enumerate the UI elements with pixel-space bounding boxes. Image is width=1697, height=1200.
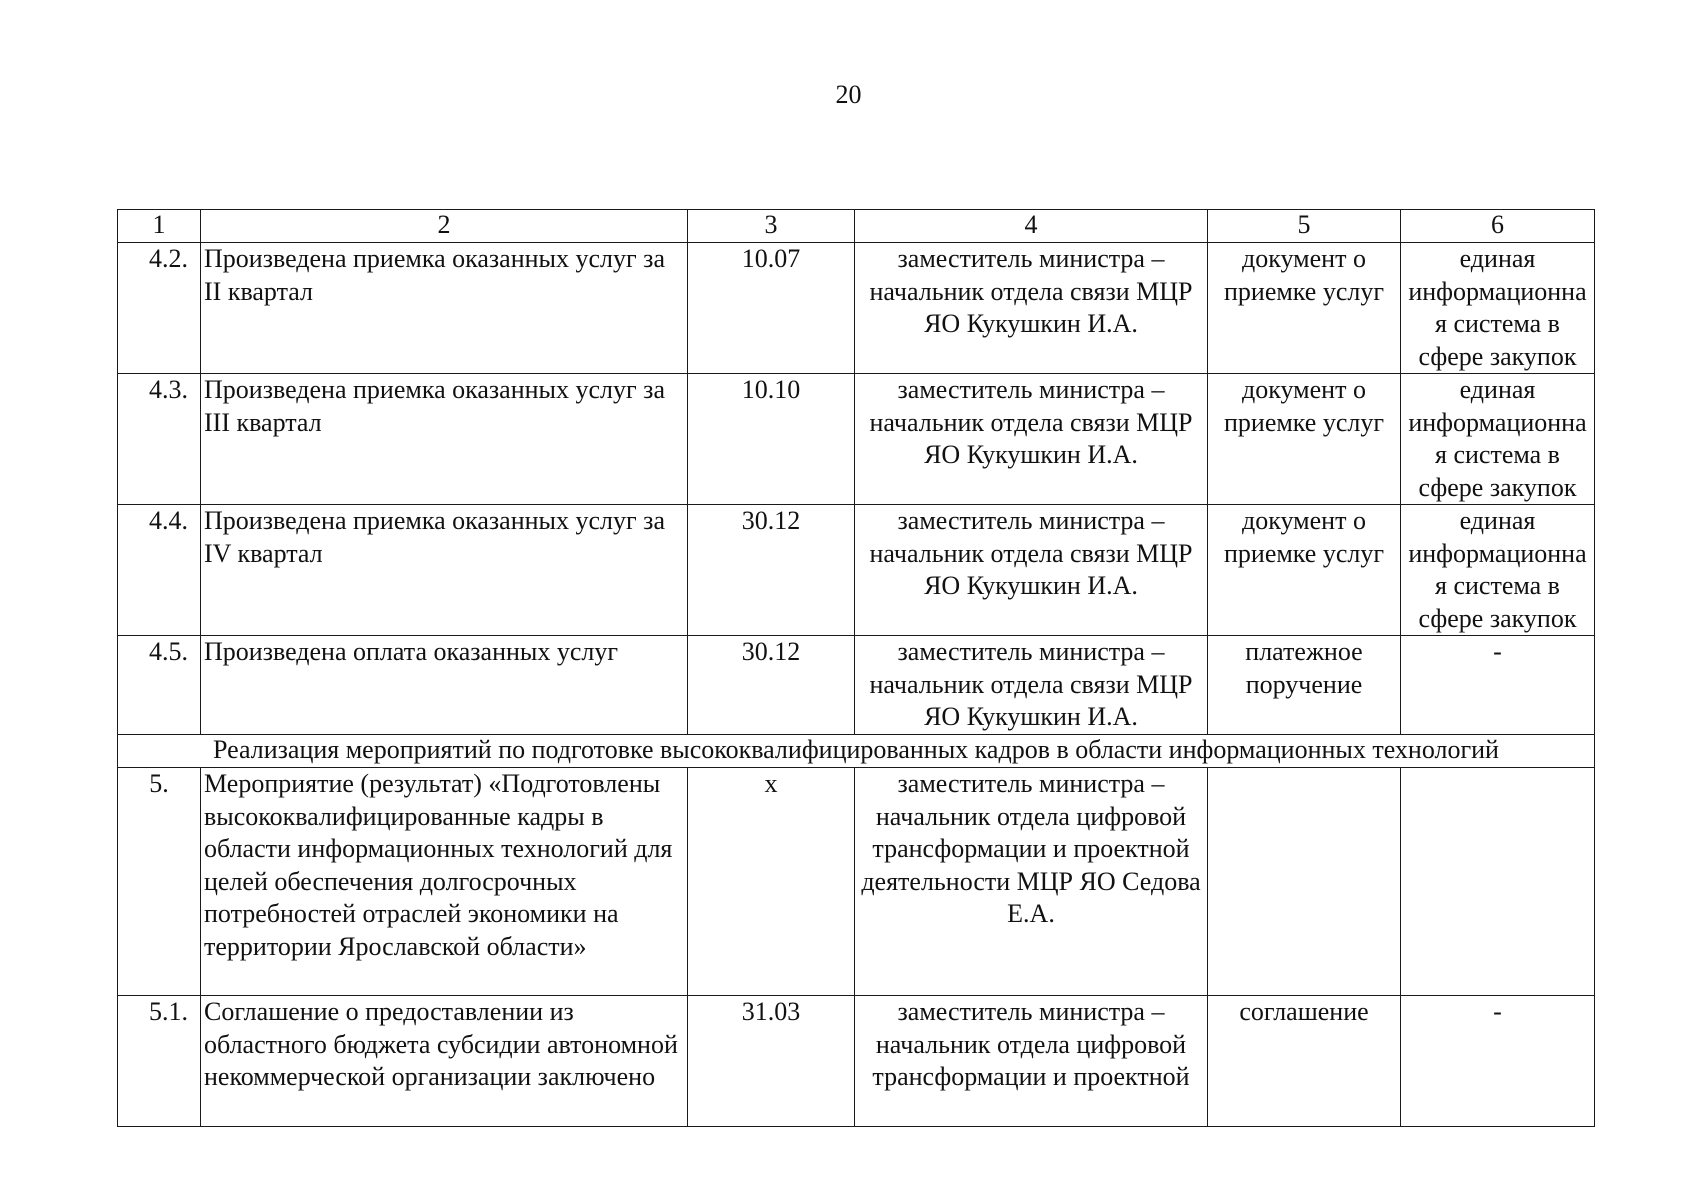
row-date: х	[688, 768, 855, 996]
row-name: Произведена приемка оказанных услуг за IV квартал	[201, 505, 688, 636]
row-responsible: заместитель министра – начальник отдела связи МЦР ЯО Кукушкин И.А.	[855, 243, 1208, 374]
row-date: 10.10	[688, 374, 855, 505]
row-system: единая информационная система в сфере закупок	[1401, 374, 1595, 505]
row-system: единая информационная система в сфере закупок	[1401, 505, 1595, 636]
table-row	[118, 374, 1595, 505]
row-document: документ о приемке услуг	[1208, 505, 1401, 636]
column-header: 6	[1401, 210, 1595, 243]
column-header: 2	[201, 210, 688, 243]
row-document	[1208, 768, 1401, 996]
row-name: Произведена оплата оказанных услуг	[201, 636, 688, 735]
row-system	[1401, 768, 1595, 996]
row-number: 5.1.	[118, 996, 201, 1127]
table-row	[118, 505, 1595, 636]
row-date: 10.07	[688, 243, 855, 374]
row-number: 4.2.	[118, 243, 201, 374]
row-system: единая информационная система в сфере закупок	[1401, 243, 1595, 374]
row-system: -	[1401, 636, 1595, 735]
row-responsible: заместитель министра – начальник отдела связи МЦР ЯО Кукушкин И.А.	[855, 374, 1208, 505]
row-date: 30.12	[688, 636, 855, 735]
row-responsible: заместитель министра – начальник отдела связи МЦР ЯО Кукушкин И.А.	[855, 505, 1208, 636]
row-date: 31.03	[688, 996, 855, 1127]
row-name: Мероприятие (результат) «Подготовлены высококвалифицированные кадры в области информационных технологий для целей обеспечения долгосрочных потребностей отраслей экономики на территории Ярославской области»	[201, 768, 688, 996]
row-number: 4.5.	[118, 636, 201, 735]
row-system: -	[1401, 996, 1595, 1127]
section-heading-row	[118, 735, 1595, 768]
row-responsible: заместитель министра – начальник отдела цифровой трансформации и проектной	[855, 996, 1208, 1127]
row-number: 4.4.	[118, 505, 201, 636]
column-header: 4	[855, 210, 1208, 243]
row-document: соглашение	[1208, 996, 1401, 1127]
row-name: Произведена приемка оказанных услуг за II квартал	[201, 243, 688, 374]
row-name: Соглашение о предоставлении из областного бюджета субсидии автономной некоммерческой организации заключено	[201, 996, 688, 1127]
column-header: 1	[118, 210, 201, 243]
row-responsible: заместитель министра – начальник отдела цифровой трансформации и проектной деятельности МЦР ЯО Седова Е.А.	[855, 768, 1208, 996]
table-row	[118, 996, 1595, 1127]
table-row	[118, 243, 1595, 374]
row-number: 5.	[118, 768, 201, 996]
row-name: Произведена приемка оказанных услуг за III квартал	[201, 374, 688, 505]
table-row	[118, 768, 1595, 996]
row-document: документ о приемке услуг	[1208, 374, 1401, 505]
row-responsible: заместитель министра – начальник отдела связи МЦР ЯО Кукушкин И.А.	[855, 636, 1208, 735]
row-number: 4.3.	[118, 374, 201, 505]
activities-table	[117, 209, 1595, 1127]
row-document: документ о приемке услуг	[1208, 243, 1401, 374]
page-number: 20	[835, 80, 862, 109]
table-row	[118, 636, 1595, 735]
section-heading: Реализация мероприятий по подготовке высококвалифицированных кадров в области информационных технологий	[118, 735, 1595, 768]
column-header: 5	[1208, 210, 1401, 243]
column-header: 3	[688, 210, 855, 243]
row-document: платежное поручение	[1208, 636, 1401, 735]
table-header-row	[118, 210, 1595, 243]
row-date: 30.12	[688, 505, 855, 636]
